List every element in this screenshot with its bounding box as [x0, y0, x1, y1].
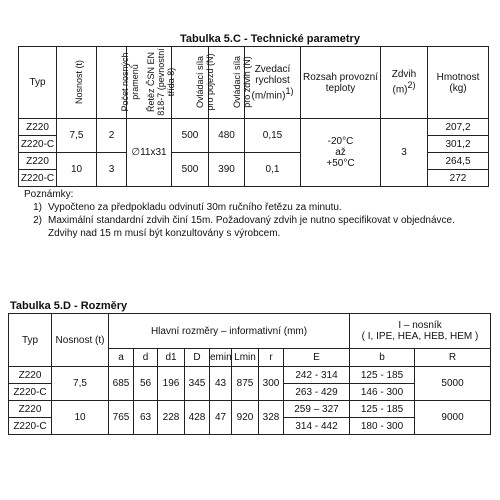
cell-d1: 196 [158, 367, 185, 401]
header-nosnost: Nosnost (t) [52, 314, 109, 367]
cell-typ: Z220 [9, 367, 52, 384]
note-item: 1) Vypočteno za předpokladu odvinutí 30m ručního řetězu za minutu. [33, 202, 342, 213]
cell-teploty: -20°C až +50°C [301, 119, 381, 187]
cell-typ: Z220-C [9, 384, 52, 401]
header-teploty: Rozsah provozní teploty [301, 47, 381, 119]
col-r: r [259, 349, 284, 367]
cell-typ: Z220-C [19, 136, 57, 153]
cell-d: 63 [134, 401, 158, 435]
header-hlavni-rozmery: Hlavní rozměry – informativní (mm) [109, 314, 350, 349]
col-R: R [415, 349, 491, 367]
col-emin: emin [210, 349, 232, 367]
cell-R: 9000 [415, 401, 491, 435]
header-sila-zdvih: Ovládací síla pro zdvih (N) [209, 47, 245, 119]
header-typ: Typ [19, 47, 57, 119]
cell-d: 56 [134, 367, 158, 401]
header-rychlost: Zvedací rychlost $(m/\min)^{1)}$ [245, 47, 301, 119]
cell-hmotnost: 264,5 [428, 153, 489, 170]
col-a: a [109, 349, 134, 367]
cell-Lmin: 875 [232, 367, 259, 401]
cell-sila-zdvih: 480 [209, 119, 245, 153]
header-hmotnost: Hmotnost (kg) [428, 47, 489, 119]
cell-zdvih: 3 [381, 119, 428, 187]
header-retez: Řetěz ČSN EN 818-7 (pevnostní třída 8) [127, 47, 172, 119]
cell-emin: 47 [210, 401, 232, 435]
technical-parameters-table [18, 46, 489, 187]
cell-r: 328 [259, 401, 284, 435]
cell-Lmin: 920 [232, 401, 259, 435]
col-d: d [134, 349, 158, 367]
cell-D: 345 [185, 367, 210, 401]
cell-emin: 43 [210, 367, 232, 401]
col-d1: d1 [158, 349, 185, 367]
note-continuation: Zdvihy nad 15 m musí být konzultovány s výrobcem. [48, 228, 281, 239]
col-E: E [284, 349, 350, 367]
cell-typ: Z220 [19, 119, 57, 136]
cell-R: 5000 [415, 367, 491, 401]
cell-rychlost: 0,15 [245, 119, 301, 153]
cell-E: 242 - 314 [284, 367, 350, 384]
cell-typ: Z220-C [9, 418, 52, 435]
cell-E: 263 - 429 [284, 384, 350, 401]
header-i-nosnik: I – nosník ( I, IPE, HEA, HEB, HEM ) [350, 314, 491, 349]
header-zdvih: Zdvih $(m)^{2)}$ [381, 47, 428, 119]
cell-E: 259 – 327 [284, 401, 350, 418]
cell-retez: ∅11x31 [127, 119, 172, 187]
cell-nosnost: 10 [52, 401, 109, 435]
cell-typ: Z220 [9, 401, 52, 418]
note-item: 2) Maximální standardní zdvih činí 15m. Požadovaný zdvih je nutno specifikovat v objednávce. [33, 215, 455, 226]
cell-b: 125 - 185 [350, 401, 415, 418]
header-sila-pojezd: Ovládací síla pro pojezd (N) [172, 47, 209, 119]
cell-rychlost: 0,1 [245, 153, 301, 187]
cell-hmotnost: 207,2 [428, 119, 489, 136]
dimensions-table [8, 313, 491, 435]
cell-b: 146 - 300 [350, 384, 415, 401]
cell-d1: 228 [158, 401, 185, 435]
cell-pocet: 3 [97, 153, 127, 187]
cell-b: 125 - 185 [350, 367, 415, 384]
cell-a: 685 [109, 367, 134, 401]
cell-nosnost: 7,5 [57, 119, 97, 153]
cell-b: 180 - 300 [350, 418, 415, 435]
cell-a: 765 [109, 401, 134, 435]
header-typ: Typ [9, 314, 52, 367]
cell-sila-pojezd: 500 [172, 153, 209, 187]
cell-E: 314 - 442 [284, 418, 350, 435]
cell-sila-zdvih: 390 [209, 153, 245, 187]
cell-typ: Z220 [19, 153, 57, 170]
cell-D: 428 [185, 401, 210, 435]
cell-r: 300 [259, 367, 284, 401]
table-d-title: Tabulka 5.D - Rozměry [10, 300, 128, 312]
cell-nosnost: 7,5 [52, 367, 109, 401]
header-nosnost: Nosnost (t) [57, 47, 97, 119]
cell-pocet: 2 [97, 119, 127, 153]
col-D: D [185, 349, 210, 367]
cell-hmotnost: 272 [428, 170, 489, 187]
notes [24, 188, 455, 240]
cell-sila-pojezd: 500 [172, 119, 209, 153]
cell-typ: Z220-C [19, 170, 57, 187]
col-b: b [350, 349, 415, 367]
table-c-title: Tabulka 5.C - Technické parametry [180, 33, 360, 45]
header-pocet-pramenu: Počet nosných pramenů [97, 47, 127, 119]
cell-nosnost: 10 [57, 153, 97, 187]
col-Lmin: Lmin [232, 349, 259, 367]
notes-heading: Poznámky: [24, 189, 74, 200]
cell-hmotnost: 301,2 [428, 136, 489, 153]
